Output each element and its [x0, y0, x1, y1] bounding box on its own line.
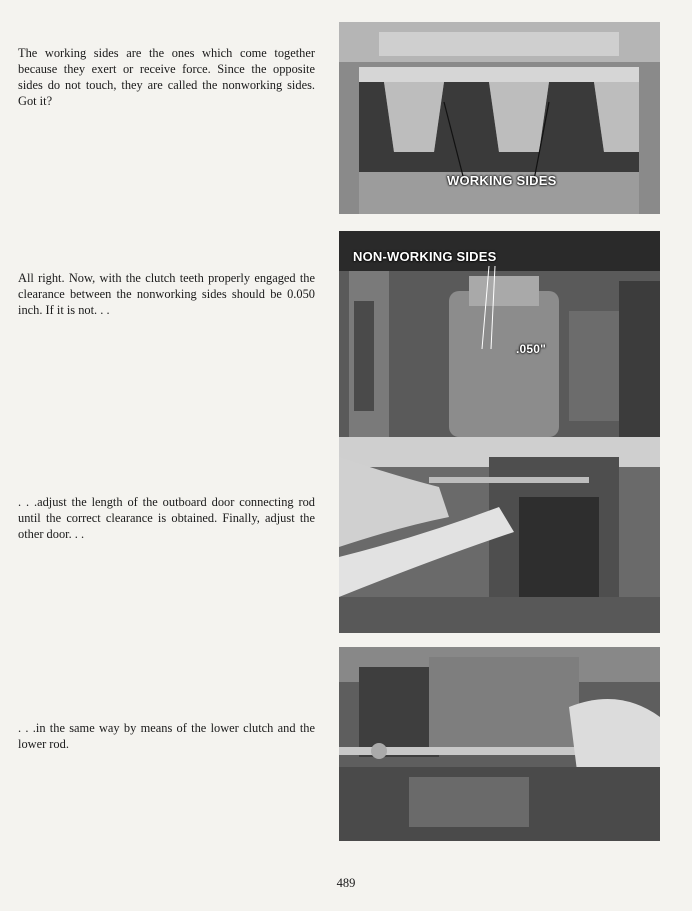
- photo-lower-clutch-rod: [339, 647, 660, 841]
- paragraph-clearance: All right. Now, with the clutch teeth properly engaged the clearance between the nonworking sides should be 0.050 inch. If it is not. . .: [18, 271, 315, 317]
- paragraph-working-sides: The working sides are the ones which come together because they exert or receive force. Since the opposite sides do not touch, they are called the nonworking sides. Got it?: [18, 46, 315, 108]
- photo-clutch-teeth: [339, 22, 660, 214]
- nonworking-sides-label: NON-WORKING SIDES: [353, 249, 497, 264]
- paragraph-adjust-rod: . . .adjust the length of the outboard door connecting rod until the correct clearance is obtained. Finally, adjust the other door. . .: [18, 495, 315, 541]
- page-number: 489: [336, 876, 356, 890]
- lower-rod-photo: [339, 647, 660, 841]
- gap-measurement-label: .050": [516, 342, 547, 356]
- paragraph-lower-clutch: . . .in the same way by means of the lower clutch and the lower rod.: [18, 721, 315, 751]
- photo-clutch-clearance: [339, 231, 660, 437]
- working-sides-label: WORKING SIDES: [447, 173, 557, 188]
- photo-adjust-outboard-rod: [339, 437, 660, 633]
- adjust-rod-photo: [339, 437, 660, 633]
